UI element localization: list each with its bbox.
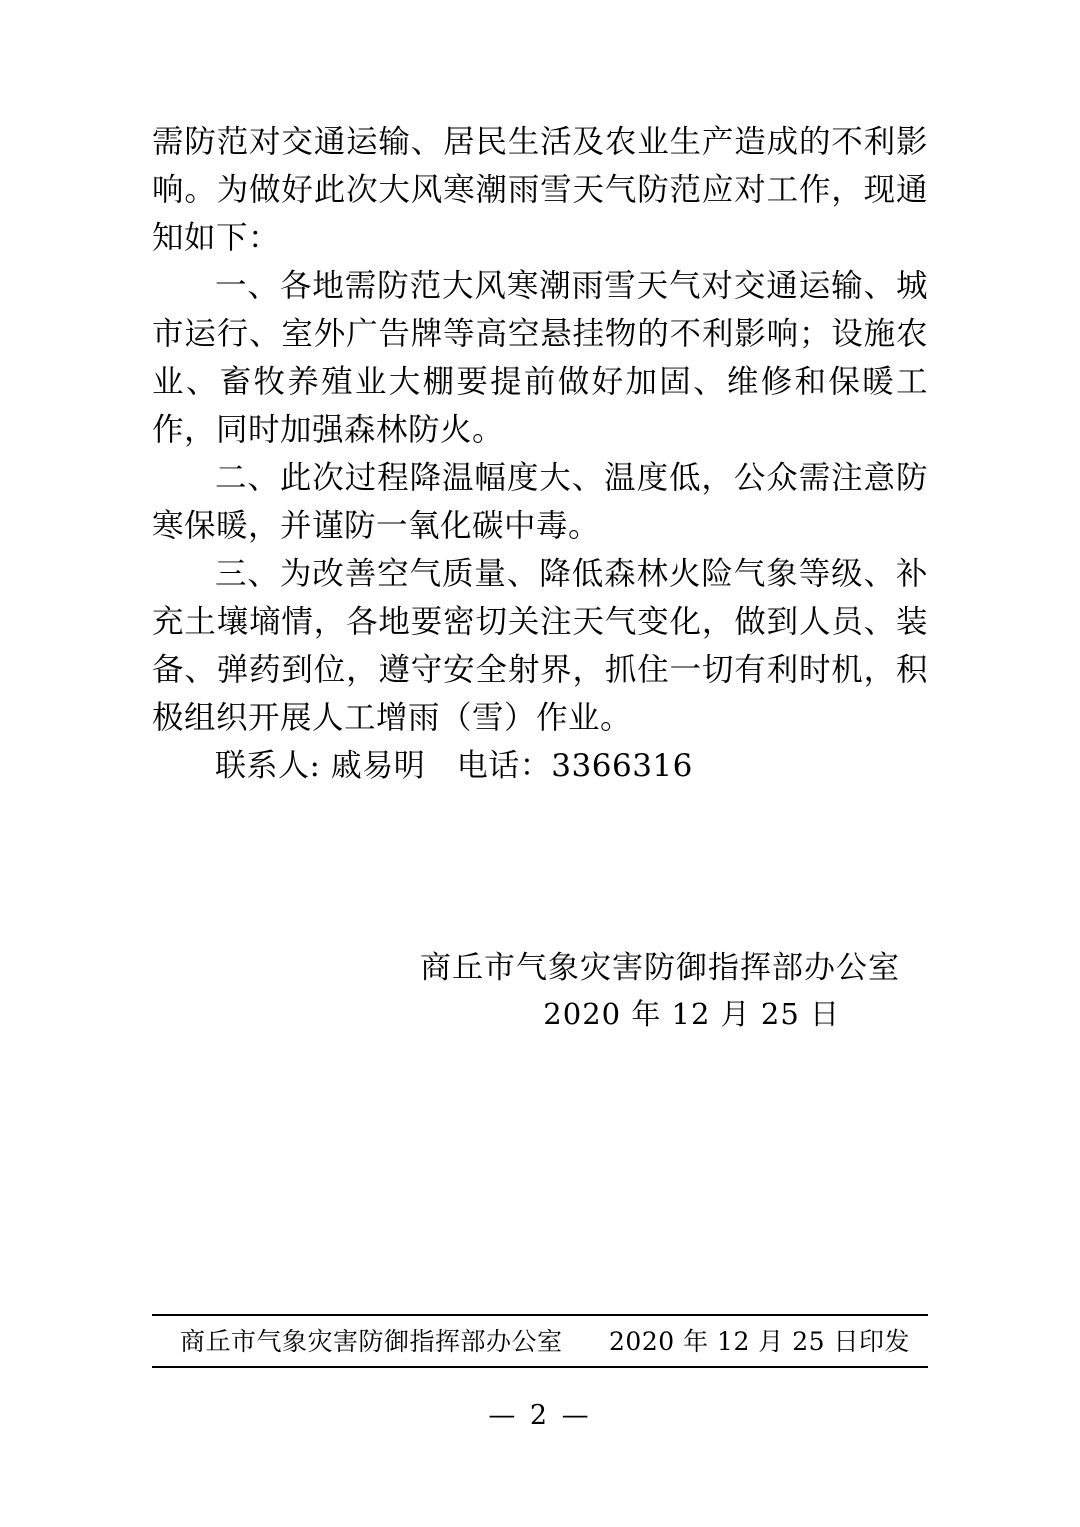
footer-top-divider (152, 1314, 928, 1316)
paragraph-item-1: 一、各地需防范大风寒潮雨雪天气对交通运输、城市运行、室外广告牌等高空悬挂物的不利影响；设施农业、畜牧养殖业大棚要提前做好加固、维修和保暖工作，同时加强森林防火。 (152, 268, 928, 448)
signature-block (152, 945, 928, 1037)
footer-row (152, 1320, 928, 1364)
footer-bottom-divider (152, 1366, 928, 1368)
signature-date: 2020 年 12 月 25 日 (543, 997, 840, 1031)
page-number: — 2 — (488, 1400, 592, 1431)
contact-line: 联系人: 戚易明 电话：3366316 (215, 748, 693, 784)
paragraph-lead: 需防范对交通运输、居民生活及农业生产造成的不利影响。为做好此次大风寒潮雨雪天气防范应对工作，现通知如下： (152, 124, 928, 256)
footer-issuing-office: 商丘市气象灾害防御指挥部办公室 (180, 1327, 563, 1356)
paragraph-item-3: 三、为改善空气质量、降低森林火险气象等级、补充土壤墒情，各地要密切关注天气变化，做到人员、装备、弹药到位，遵守安全射界，抓住一切有利时机，积极组织开展人工增雨（雪）作业。 (152, 556, 928, 736)
paragraph-item-2: 二、此次过程降温幅度大、温度低，公众需注意防寒保暖，并谨防一氧化碳中毒。 (152, 460, 928, 544)
footer-issue-date: 2020 年 12 月 25 日印发 (609, 1327, 910, 1356)
signature-organization: 商丘市气象灾害防御指挥部办公室 (420, 950, 900, 986)
document-body (152, 118, 928, 790)
